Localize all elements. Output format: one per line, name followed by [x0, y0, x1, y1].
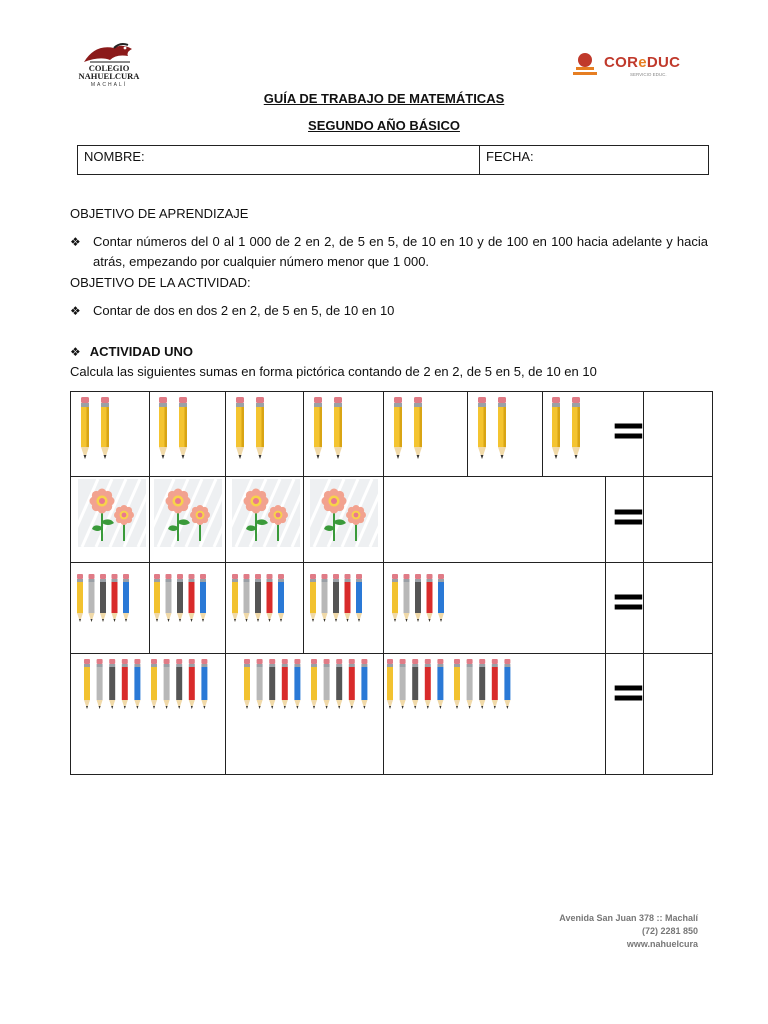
colored-pencil-icon [400, 659, 406, 709]
colored-pencil-icon [322, 574, 328, 622]
colored-pencil-icon [336, 659, 342, 709]
school-name-line1: COLEGIO [88, 63, 130, 73]
pencil-group-five [390, 572, 458, 624]
pencil-group-five [75, 572, 143, 624]
colored-pencil-icon [311, 659, 317, 709]
colored-pencil-icon [504, 659, 510, 709]
brand-e: e [638, 54, 647, 71]
colored-pencil-icon [77, 574, 83, 622]
colored-pencil-icon [267, 574, 273, 622]
yellow-pencil-icon [159, 397, 167, 459]
colored-pencil-icon [100, 574, 106, 622]
answer-cell-3[interactable] [645, 565, 711, 651]
answer-cell-4[interactable] [645, 656, 711, 772]
colored-pencil-icon [134, 659, 140, 709]
colored-pencil-icon [244, 574, 250, 622]
yellow-pencil-icon [81, 397, 89, 459]
yellow-pencil-icon [179, 397, 187, 459]
colored-pencil-icon [437, 659, 443, 709]
pencil-pair [232, 395, 292, 461]
pencil-pair [310, 395, 370, 461]
pencil-pair [474, 395, 534, 461]
colored-pencil-icon [189, 574, 195, 622]
colored-pencil-icon [232, 574, 238, 622]
colored-pencil-icon [269, 659, 275, 709]
subtitle: SEGUNDO AÑO BÁSICO [308, 118, 460, 133]
colored-pencil-icon [333, 574, 339, 622]
graduate-icon [570, 51, 600, 79]
school-name [70, 64, 148, 80]
pencil-group-ten [242, 657, 372, 711]
date-field[interactable] [480, 146, 708, 174]
school-name-line2: NAHUELCURA [78, 71, 140, 81]
colored-pencil-icon [109, 659, 115, 709]
colored-pencil-icon [425, 659, 431, 709]
coreduc-tagline: SERVICIO EDUC. [630, 72, 667, 77]
coreduc-brand [604, 54, 680, 71]
yellow-pencil-icon [101, 397, 109, 459]
colored-pencil-icon [89, 574, 95, 622]
colored-pencil-icon [244, 659, 250, 709]
equals-sign: = [610, 405, 647, 456]
date-label: FECHA: [486, 149, 534, 164]
colored-pencil-icon [282, 659, 288, 709]
flower-picture [78, 479, 146, 547]
yellow-pencil-icon [552, 397, 560, 459]
answer-cell-1[interactable] [645, 393, 711, 475]
colored-pencil-icon [387, 659, 393, 709]
colored-pencil-icon [84, 659, 90, 709]
colored-pencil-icon [164, 659, 170, 709]
footer-address: Avenida San Juan 378 :: Machalí [559, 913, 698, 923]
colored-pencil-icon [454, 659, 460, 709]
exercise-table [70, 391, 713, 775]
yellow-pencil-icon [572, 397, 580, 459]
colored-pencil-icon [415, 574, 421, 622]
colored-pencil-icon [294, 659, 300, 709]
colored-pencil-icon [438, 574, 444, 622]
school-logo [70, 40, 148, 90]
diamond-bullet-icon: ❖ [70, 304, 81, 318]
pencil-group-five [230, 572, 298, 624]
pencil-pair [548, 395, 608, 461]
colored-pencil-icon [278, 574, 284, 622]
colored-pencil-icon [467, 659, 473, 709]
pencil-pair [390, 395, 450, 461]
colored-pencil-icon [97, 659, 103, 709]
colored-pencil-icon [361, 659, 367, 709]
pencil-group-ten [82, 657, 212, 711]
pencil-group-ten [385, 657, 515, 711]
yellow-pencil-icon [478, 397, 486, 459]
colored-pencil-icon [166, 574, 172, 622]
pencil-group-five [308, 572, 376, 624]
yellow-pencil-icon [498, 397, 506, 459]
colored-pencil-icon [427, 574, 433, 622]
diamond-bullet-icon: ❖ [70, 235, 81, 249]
brand-suffix: DUC [646, 54, 681, 71]
answer-cell-2[interactable] [645, 479, 711, 561]
flower-picture [232, 479, 300, 547]
activity-objective-heading: OBJETIVO DE LA ACTIVIDAD: [70, 275, 251, 290]
equals-sign: = [610, 667, 647, 718]
main-title: GUÍA DE TRABAJO DE MATEMÁTICAS [263, 91, 505, 106]
name-field[interactable] [78, 146, 480, 174]
name-label: NOMBRE: [84, 149, 145, 164]
footer-website: www.nahuelcura [626, 939, 698, 949]
colored-pencil-icon [255, 574, 261, 622]
yellow-pencil-icon [394, 397, 402, 459]
activity-objective-text: Contar de dos en dos 2 en 2, de 5 en 5, de 10 en 10 [93, 303, 395, 318]
activity-instruction: Calcula las siguientes sumas en forma pictórica contando de 2 en 2, de 5 en 5, de 10 en 10 [70, 364, 597, 379]
flower-picture [154, 479, 222, 547]
equals-sign: = [610, 576, 647, 627]
colored-pencil-icon [412, 659, 418, 709]
colored-pencil-icon [310, 574, 316, 622]
colored-pencil-icon [324, 659, 330, 709]
school-contact-footer [559, 912, 698, 951]
school-location: MACHALÍ [90, 82, 128, 88]
diamond-bullet-icon: ❖ [70, 345, 81, 359]
yellow-pencil-icon [256, 397, 264, 459]
colored-pencil-icon [392, 574, 398, 622]
colored-pencil-icon [176, 659, 182, 709]
learning-objective-heading: OBJETIVO DE APRENDIZAJE [70, 206, 249, 221]
colored-pencil-icon [257, 659, 263, 709]
flower-picture [310, 479, 378, 547]
colored-pencil-icon [349, 659, 355, 709]
colored-pencil-icon [201, 659, 207, 709]
colored-pencil-icon [492, 659, 498, 709]
coreduc-logo [568, 50, 681, 80]
colored-pencil-icon [112, 574, 118, 622]
colored-pencil-icon [122, 659, 128, 709]
yellow-pencil-icon [414, 397, 422, 459]
pencil-pair [77, 395, 137, 461]
colored-pencil-icon [154, 574, 160, 622]
colored-pencil-icon [189, 659, 195, 709]
pencil-pair [155, 395, 215, 461]
colored-pencil-icon [177, 574, 183, 622]
colored-pencil-icon [345, 574, 351, 622]
learning-objective-text: Contar números del 0 al 1 000 de 2 en 2, de 5 en 5, de 10 en 10 y de 100 en 100 hacia adelante y hacia atrás, empezando por cualquier número menor que 1 000. [93, 234, 708, 269]
colored-pencil-icon [479, 659, 485, 709]
colored-pencil-icon [356, 574, 362, 622]
brand-prefix: COR [604, 54, 639, 71]
yellow-pencil-icon [314, 397, 322, 459]
activity-title-text: ACTIVIDAD UNO [89, 344, 194, 359]
student-info-box [77, 145, 709, 175]
equals-sign: = [610, 491, 647, 542]
activity-title [70, 342, 194, 362]
yellow-pencil-icon [334, 397, 342, 459]
pencil-group-five [152, 572, 220, 624]
colored-pencil-icon [404, 574, 410, 622]
colored-pencil-icon [123, 574, 129, 622]
yellow-pencil-icon [236, 397, 244, 459]
colored-pencil-icon [200, 574, 206, 622]
footer-phone: (72) 2281 850 [641, 926, 698, 936]
colored-pencil-icon [151, 659, 157, 709]
